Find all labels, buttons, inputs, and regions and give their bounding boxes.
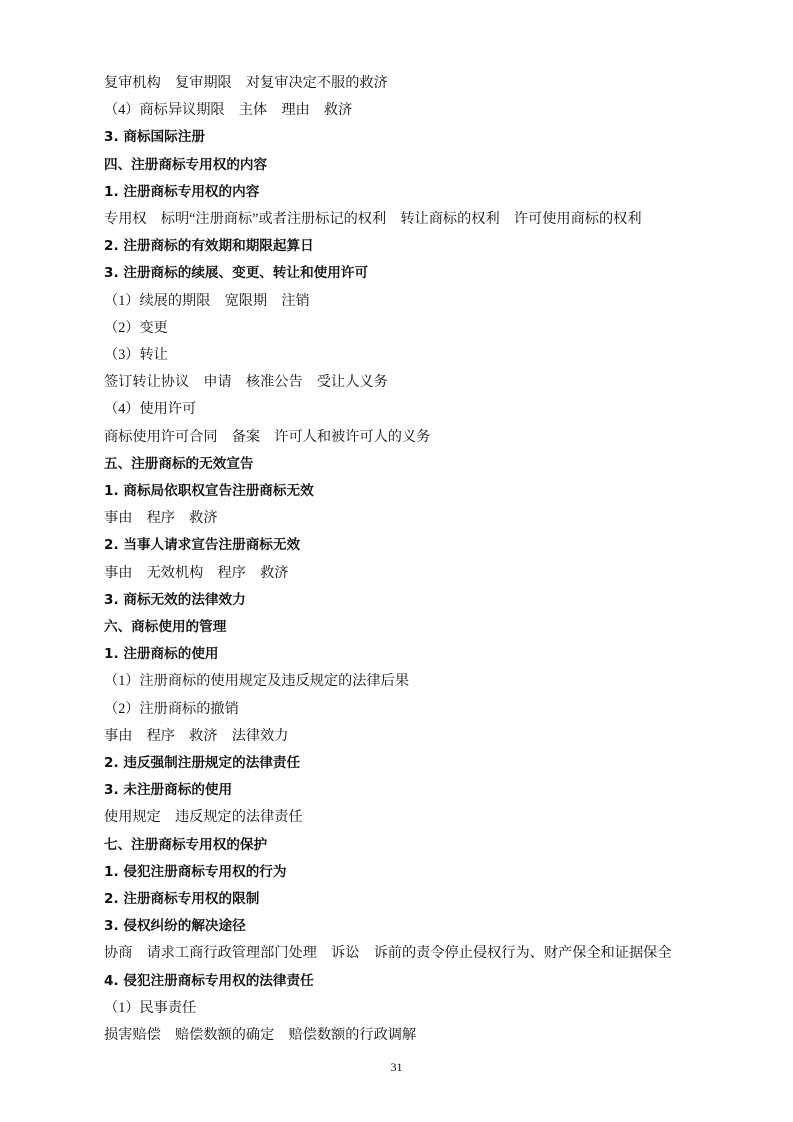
section-heading: 2. 注册商标的有效期和期限起算日 (104, 238, 314, 255)
body-text-line: 签订转让协议 申请 核准公告 受让人义务 (104, 374, 388, 391)
body-text-line: 事由 程序 救济 法律效力 (104, 727, 289, 744)
section-heading: 2. 违反强制注册规定的法律责任 (104, 755, 301, 771)
section-heading: 3. 商标无效的法律效力 (104, 591, 246, 608)
body-text-line: 事由 程序 救济 (104, 510, 218, 527)
section-heading: 七、注册商标专用权的保护 (104, 836, 268, 853)
body-text-line: （4）商标异议期限 主体 理由 救济 (104, 102, 353, 119)
body-text-line: 损害赔偿 赔偿数额的确定 赔偿数额的行政调解 (104, 1027, 417, 1043)
section-heading: 1. 注册商标的使用 (104, 646, 219, 663)
body-text-line: （4）使用许可 (104, 401, 197, 418)
body-text-line: 复审机构 复审期限 对复审决定不服的救济 (104, 75, 388, 91)
body-text-line: （2）注册商标的撤销 (104, 700, 239, 717)
section-heading: 四、注册商标专用权的内容 (104, 156, 268, 173)
body-text-line: 协商 请求工商行政管理部门处理 诉讼 诉前的责令停止侵权行为、财产保全和证据保全 (104, 945, 672, 962)
body-text-line: （1）注册商标的使用规定及违反规定的法律后果 (104, 673, 410, 690)
body-text-line: （3）转让 (104, 347, 168, 363)
section-heading: 3. 侵权纠纷的解决途径 (104, 918, 246, 935)
section-heading: 1. 注册商标专用权的内容 (104, 183, 260, 200)
page-number: 31 (390, 1060, 403, 1074)
body-text-line: （1）续展的期限 宽限期 注销 (104, 292, 310, 309)
section-heading: 3. 未注册商标的使用 (104, 782, 233, 799)
section-heading: 4. 侵犯注册商标专用权的法律责任 (104, 972, 314, 989)
body-text-line: 专用权 标明“注册商标”或者注册标记的权利 转让商标的权利 许可使用商标的权利 (104, 211, 642, 227)
section-heading: 3. 商标国际注册 (104, 129, 205, 146)
body-text-line: 使用规定 违反规定的法律责任 (104, 809, 303, 826)
section-heading: 1. 侵犯注册商标专用权的行为 (104, 863, 287, 880)
body-text-line: （1）民事责任 (104, 999, 197, 1016)
section-heading: 六、商标使用的管理 (104, 619, 227, 635)
section-heading: 五、注册商标的无效宣告 (104, 455, 254, 472)
section-heading: 3. 注册商标的续展、变更、转让和使用许可 (104, 265, 369, 282)
section-heading: 2. 当事人请求宣告注册商标无效 (104, 537, 301, 554)
body-text-line: （2）变更 (104, 319, 168, 336)
body-text-line: 事由 无效机构 程序 救济 (104, 564, 289, 581)
body-text-line: 商标使用许可合同 备案 许可人和被许可人的义务 (104, 428, 431, 445)
section-heading: 2. 注册商标专用权的限制 (104, 891, 260, 907)
section-heading: 1. 商标局依职权宣告注册商标无效 (104, 483, 314, 499)
